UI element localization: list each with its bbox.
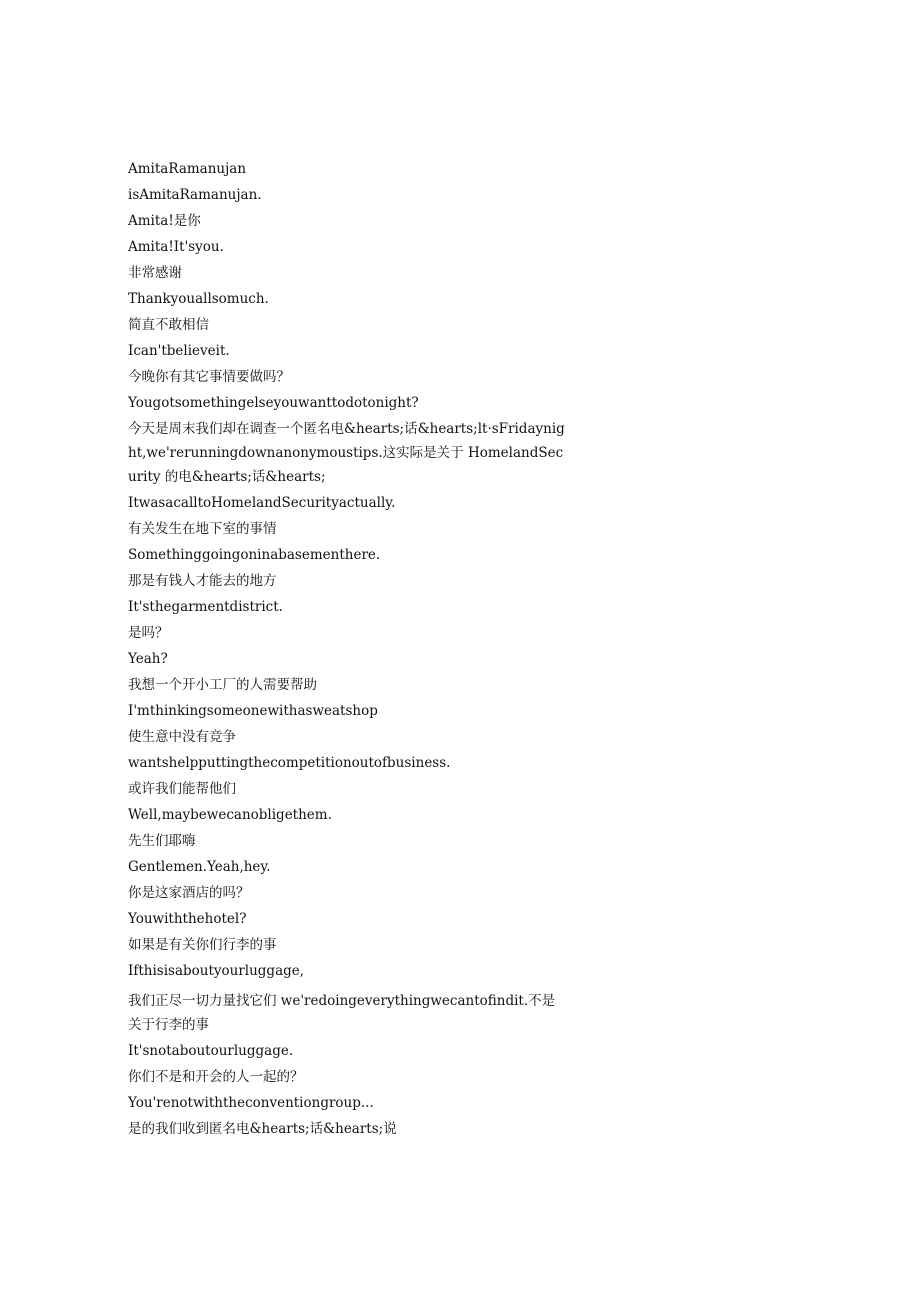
transcript-line: AmitaRamanujan: [128, 161, 247, 177]
transcript-line: Amita!It'syou.: [128, 239, 224, 255]
transcript-line: 非常感谢: [128, 265, 182, 281]
transcript-line: 我想一个开小工厂的人需要帮助: [128, 677, 317, 693]
transcript-line: Yeah?: [128, 651, 168, 667]
transcript-line: 或许我们能帮他们: [128, 781, 236, 797]
transcript-line: Thankyouallsomuch.: [128, 291, 269, 307]
transcript-line: wantshelpputtingthecompetitionoutofbusiness.: [128, 755, 451, 771]
transcript-line: Ifthisisaboutyourluggage,: [128, 963, 305, 979]
transcript-line: 使生意中没有竞争: [128, 729, 236, 745]
transcript-line: You'renotwiththeconventiongroup...: [128, 1095, 374, 1111]
transcript-line: 是吗？: [128, 625, 169, 641]
transcript-line: 有关发生在地下室的事情: [128, 521, 277, 537]
transcript-line: 你们不是和开会的人一起的？: [128, 1069, 304, 1085]
transcript-line: 那是有钱人才能去的地方: [128, 573, 277, 589]
transcript-line: 你是这家酒店的吗？: [128, 885, 250, 901]
transcript-line: 先生们耶嗨: [128, 833, 196, 849]
transcript-line: Gentlemen.Yeah,hey.: [128, 859, 271, 875]
transcript-line: 是的我们收到匿名电&hearts;话&hearts;说: [128, 1121, 397, 1137]
transcript-line: isAmitaRamanujan.: [128, 187, 262, 203]
transcript-line: Yougotsomethingelseyouwanttodotonight?: [128, 395, 419, 411]
transcript-line: Amita!是你: [128, 213, 201, 229]
transcript-line: 如果是有关你们行李的事: [128, 937, 277, 953]
transcript-line: Somethinggoingoninabasementhere.: [128, 547, 381, 563]
transcript-line: 今天是周末我们却在调查一个匿名电&hearts;话&hearts;lt·sFridaynight,we'rerunningdownanonymoustips.这实际是关于 HomelandSecurity 的电&hearts;话&hearts;: [128, 421, 565, 485]
transcript-line: 简直不敢相信: [128, 317, 209, 333]
transcript-line: I'mthinkingsomeonewithasweatshop: [128, 703, 378, 719]
transcript-line: It'sthegarmentdistrict.: [128, 599, 283, 615]
transcript-line: 今晚你有其它事情要做吗？: [128, 369, 290, 385]
transcript-line: It'snotaboutourluggage.: [128, 1043, 294, 1059]
transcript-line: Well,maybewecanobligethem.: [128, 807, 332, 823]
transcript-line: Youwiththehotel?: [128, 911, 247, 927]
transcript-lines: [128, 157, 568, 1143]
transcript-line: ItwasacalltoHomelandSecurityactually.: [128, 495, 396, 511]
transcript-line: 我们正尽一切力量找它们 we'redoingeverythingwecantofindit.不是关于行李的事: [128, 993, 556, 1033]
transcript-line: Ican'tbelieveit.: [128, 343, 230, 359]
